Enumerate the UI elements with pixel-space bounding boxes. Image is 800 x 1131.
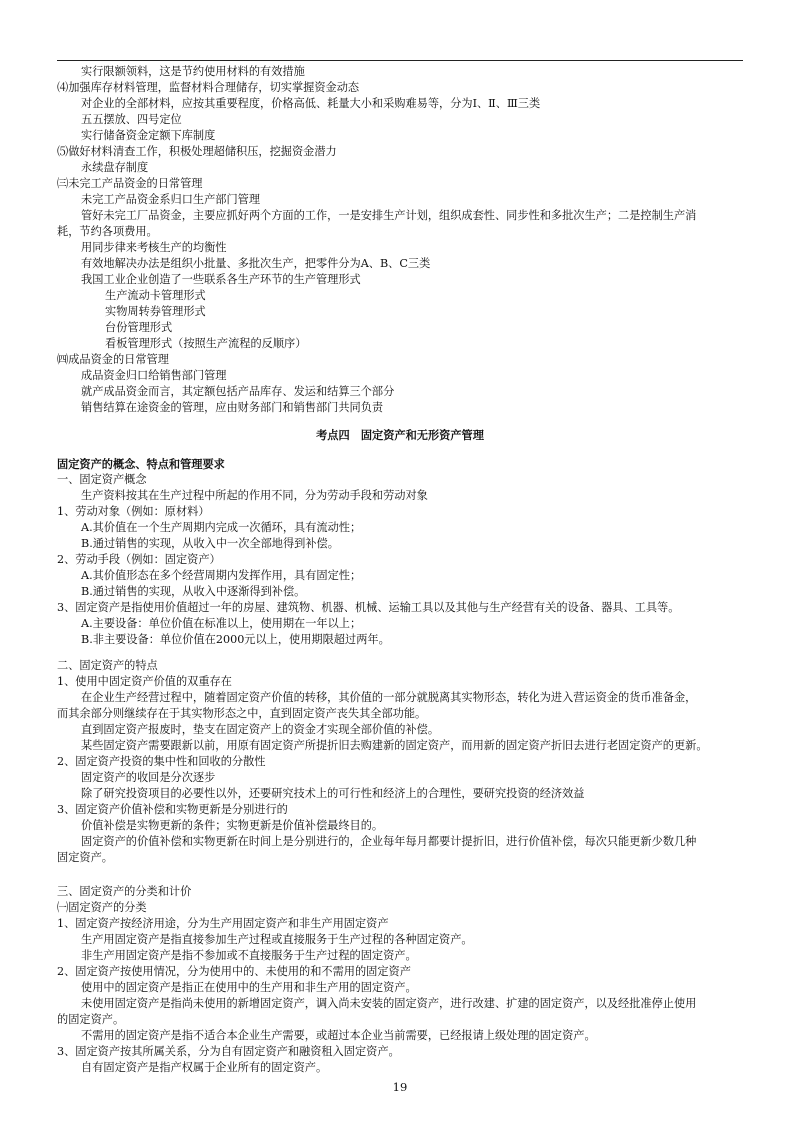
text-line: 实行限额领料，这是节约使用材料的有效措施 [81,65,305,78]
text-line: 台份管理形式 [105,321,173,334]
text-line: 2、劳动手段（例如：固定资产） [57,553,221,566]
text-line: 1、劳动对象（例如：原材料） [57,505,210,518]
text-line: 固定资产的价值补偿和实物更新在时间上是分别进行的，企业每年每月都要计提折旧，进行价值补偿，每次只能更新少数几种 [81,835,697,848]
text-line: A.其价值在一个生产周期内完成一次循环，具有流动性； [81,521,362,534]
text-line: ㈠固定资产的分类 [57,901,147,914]
text-line: 固定资产。 [57,851,113,864]
text-line: 直到固定资产报废时，垫支在固定资产上的资金才实现全部价值的补偿。 [81,723,440,736]
text-line: 3、固定资产是指使用价值超过一年的房屋、建筑物、机器、机械、运输工具以及其他与生产经营有关的设备、器具、工具等。 [57,601,680,614]
text-line: 生产资料按其在生产过程中所起的作用不同，分为劳动手段和劳动对象 [81,489,428,502]
text-line: 在企业生产经营过程中，随着固定资产价值的转移，其价值的一部分就脱离其实物形态，转化为进入营运资金的货币准备金， [81,691,697,704]
text-line: 我国工业企业创造了一些联系各生产环节的生产管理形式 [81,273,361,286]
text-line: 使用中的固定资产是指正在使用中的生产用和非生产用的固定资产。 [81,981,417,994]
text-line: 未完工产品资金系归口生产部门管理 [81,193,261,206]
text-line: 不需用的固定资产是指不适合本企业生产需要，或超过本企业当前需要，已经报请上级处理的固定资产。 [81,1029,596,1042]
section-heading: ⑷加强库存材料管理，监督材料合理储存，切实掌握资金动态 [57,81,360,94]
text-line: 价值补偿是实物更新的条件；实物更新是价值补偿最终目的。 [81,819,384,832]
text-line: 2、固定资产按使用情况，分为使用中的、未使用的和不需用的固定资产 [57,965,411,978]
text-line: 生产流动卡管理形式 [105,289,206,302]
text-line: 3、固定资产价值补偿和实物更新是分别进行的 [57,803,288,816]
text-line: B.非主要设备：单位价值在2000元以上，使用期限超过两年。 [81,633,390,646]
section-heading: ㈢未完工产品资金的日常管理 [57,177,203,190]
chapter-title: 考点四 固定资产和无形资产管理 [316,428,484,442]
text-line: 管好未完工厂品资金，主要应抓好两个方面的工作，一是安排生产计划，组织成套性、同步性和多批次生产；二是控制生产消 [81,209,697,222]
text-line: 非生产用固定资产是指不参加或不直接服务于生产过程的固定资产。 [81,949,417,962]
text-line: 未使用固定资产是指尚未使用的新增固定资产，调入尚未安装的固定资产，进行改建、扩建的固定资产，以及经批准停止使用 [81,997,697,1010]
text-line: 用同步律来考核生产的均衡性 [81,241,227,254]
text-line: A.其价值形态在多个经营周期内发挥作用，具有固定性； [81,569,362,582]
text-line: 自有固定资产是指产权属于企业所有的固定资产。 [81,1061,328,1074]
text-line: 就产成品资金而言，其定额包括产品库存、发运和结算三个部分 [81,385,395,398]
section-heading: 二、固定资产的特点 [57,659,158,672]
text-line: 对企业的全部材料，应按其重要程度，价格高低、耗量大小和采购难易等，分为Ⅰ、Ⅱ、Ⅲ三类 [81,97,541,110]
text-line: 3、固定资产按其所属关系，分为自有固定资产和融资租入固定资产。 [57,1045,400,1058]
text-line: 生产用固定资产是指直接参加生产过程或直接服务于生产过程的各种固定资产。 [81,933,473,946]
section-heading: 一、固定资产概念 [57,473,147,486]
text-line: 实物周转券管理形式 [105,305,206,318]
text-line: 1、固定资产按经济用途，分为生产用固定资产和非生产用固定资产 [57,917,389,930]
text-line: ⑸做好材料清查工作，积极处理超储积压，挖掘资金潜力 [57,145,337,158]
text-line: 实行储备资金定额下库制度 [81,129,216,142]
text-line: 有效地解决办法是组织小批量、多批次生产，把零件分为A、B、C三类 [81,257,431,270]
text-line: 1、使用中固定资产价值的双重存在 [57,675,232,688]
section-heading: 三、固定资产的分类和计价 [57,885,192,898]
text-line: 耗，节约各项费用。 [57,225,158,238]
text-line: 永续盘存制度 [81,161,149,174]
text-line: 看板管理形式（按照生产流程的反顺序） [105,337,307,350]
text-line: 的固定资产。 [57,1013,125,1026]
header-rule [57,60,743,61]
text-line: 固定资产的收回是分次逐步 [81,771,216,784]
topic-heading: 固定资产的概念、特点和管理要求 [57,457,225,471]
text-line: 销售结算在途资金的管理，应由财务部门和销售部门共同负责 [81,401,384,414]
section-heading: ㈣成品资金的日常管理 [57,353,169,366]
text-line: 而其余部分则继续存在于其实物形态之中，直到固定资产丧失其全部功能。 [57,707,427,720]
page-number: 19 [392,1080,408,1094]
text-line: 某些固定资产需要跟新以前，用原有固定资产所提折旧去购建新的固定资产，而用新的固定资产折旧去进行老固定资产的更新。 [81,739,708,752]
text-line: 成品资金归口给销售部门管理 [81,369,227,382]
text-line: A.主要设备：单位价值在标准以上，使用期在一年以上； [81,617,362,630]
text-line: B.通过销售的实现，从收入中逐渐得到补偿。 [81,585,306,598]
text-line: 2、固定资产投资的集中性和回收的分散性 [57,755,266,768]
text-line: 除了研究投资项目的必要性以外，还要研究技术上的可行性和经济上的合理性，要研究投资的经济效益 [81,787,585,800]
text-line: 五五摆放、四号定位 [81,113,182,126]
text-line: B.通过销售的实现，从收入中一次全部地得到补偿。 [81,537,339,550]
